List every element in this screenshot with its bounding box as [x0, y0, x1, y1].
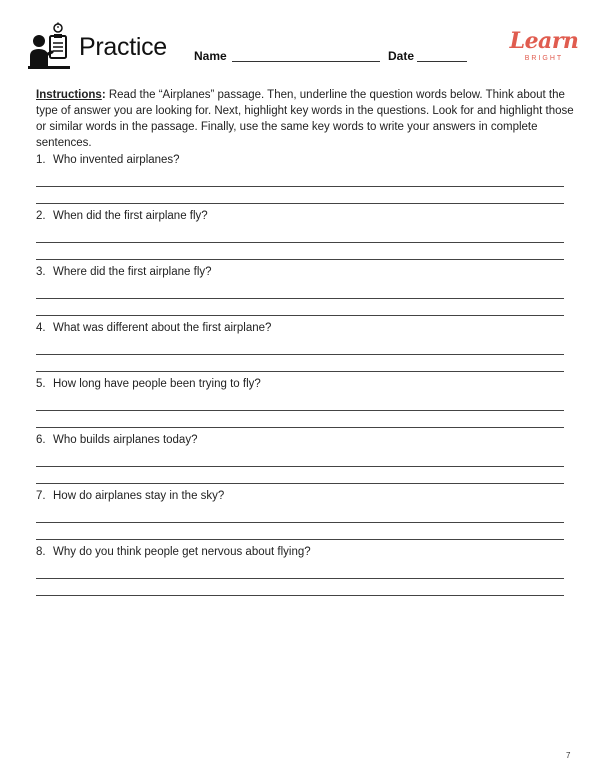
answer-line[interactable] — [36, 483, 564, 484]
logo-wordmark: Learn — [509, 28, 579, 54]
answer-line[interactable] — [36, 578, 564, 579]
question-item — [36, 266, 212, 278]
answer-line[interactable] — [36, 371, 564, 372]
question-number: 5. — [36, 378, 46, 390]
question-item — [36, 322, 271, 334]
question-text: How do airplanes stay in the sky? — [53, 490, 225, 502]
question-item — [36, 378, 261, 390]
question-number: 4. — [36, 322, 46, 334]
answer-line[interactable] — [36, 259, 564, 260]
question-text: Who invented airplanes? — [53, 154, 180, 166]
answer-line[interactable] — [36, 298, 564, 299]
instructions-lead: Instructions — [36, 89, 102, 101]
answer-line[interactable] — [36, 466, 564, 467]
logo-subtext: BRIGHT — [524, 55, 564, 62]
answer-line[interactable] — [36, 203, 564, 204]
answer-line[interactable] — [36, 242, 564, 243]
answer-line[interactable] — [36, 186, 564, 187]
question-number: 7. — [36, 490, 46, 502]
question-number: 2. — [36, 210, 46, 222]
student-worksheet-icon — [28, 22, 74, 70]
answer-line[interactable] — [36, 410, 564, 411]
page-title: Practice — [79, 33, 167, 61]
instructions-text: Read the “Airplanes” passage. Then, underline the question words below. Think about the type of answer you are looking for. Next, highlight key words in the questions. Look for and highlight those or similar words in the passage. Finally, use the same key words to write your answers in complete sentences. — [36, 89, 574, 149]
date-field[interactable] — [417, 61, 467, 62]
question-text: How long have people been trying to fly? — [53, 378, 261, 390]
worksheet-header — [0, 0, 600, 80]
question-number: 8. — [36, 546, 46, 558]
name-field[interactable] — [232, 61, 380, 62]
date-label: Date — [388, 49, 415, 63]
question-text: When did the first airplane fly? — [53, 210, 208, 222]
question-text: Why do you think people get nervous about flying? — [53, 546, 311, 558]
question-text: What was different about the first airplane? — [53, 322, 272, 334]
page-number: 7 — [566, 751, 571, 760]
answer-line[interactable] — [36, 354, 564, 355]
answer-line[interactable] — [36, 539, 564, 540]
instructions-paragraph — [36, 87, 578, 151]
question-number: 6. — [36, 434, 46, 446]
question-number: 3. — [36, 266, 46, 278]
answer-line[interactable] — [36, 522, 564, 523]
answer-line[interactable] — [36, 427, 564, 428]
question-text: Who builds airplanes today? — [53, 434, 198, 446]
question-text: Where did the first airplane fly? — [53, 266, 212, 278]
answer-line[interactable] — [36, 315, 564, 316]
question-item — [36, 546, 311, 558]
question-item — [36, 154, 180, 166]
question-item — [36, 434, 197, 446]
question-item — [36, 490, 224, 502]
learn-bright-logo — [507, 28, 581, 68]
question-item — [36, 210, 208, 222]
question-number: 1. — [36, 154, 46, 166]
instructions-colon: : — [101, 89, 106, 101]
name-label: Name — [194, 49, 227, 63]
answer-line[interactable] — [36, 595, 564, 596]
